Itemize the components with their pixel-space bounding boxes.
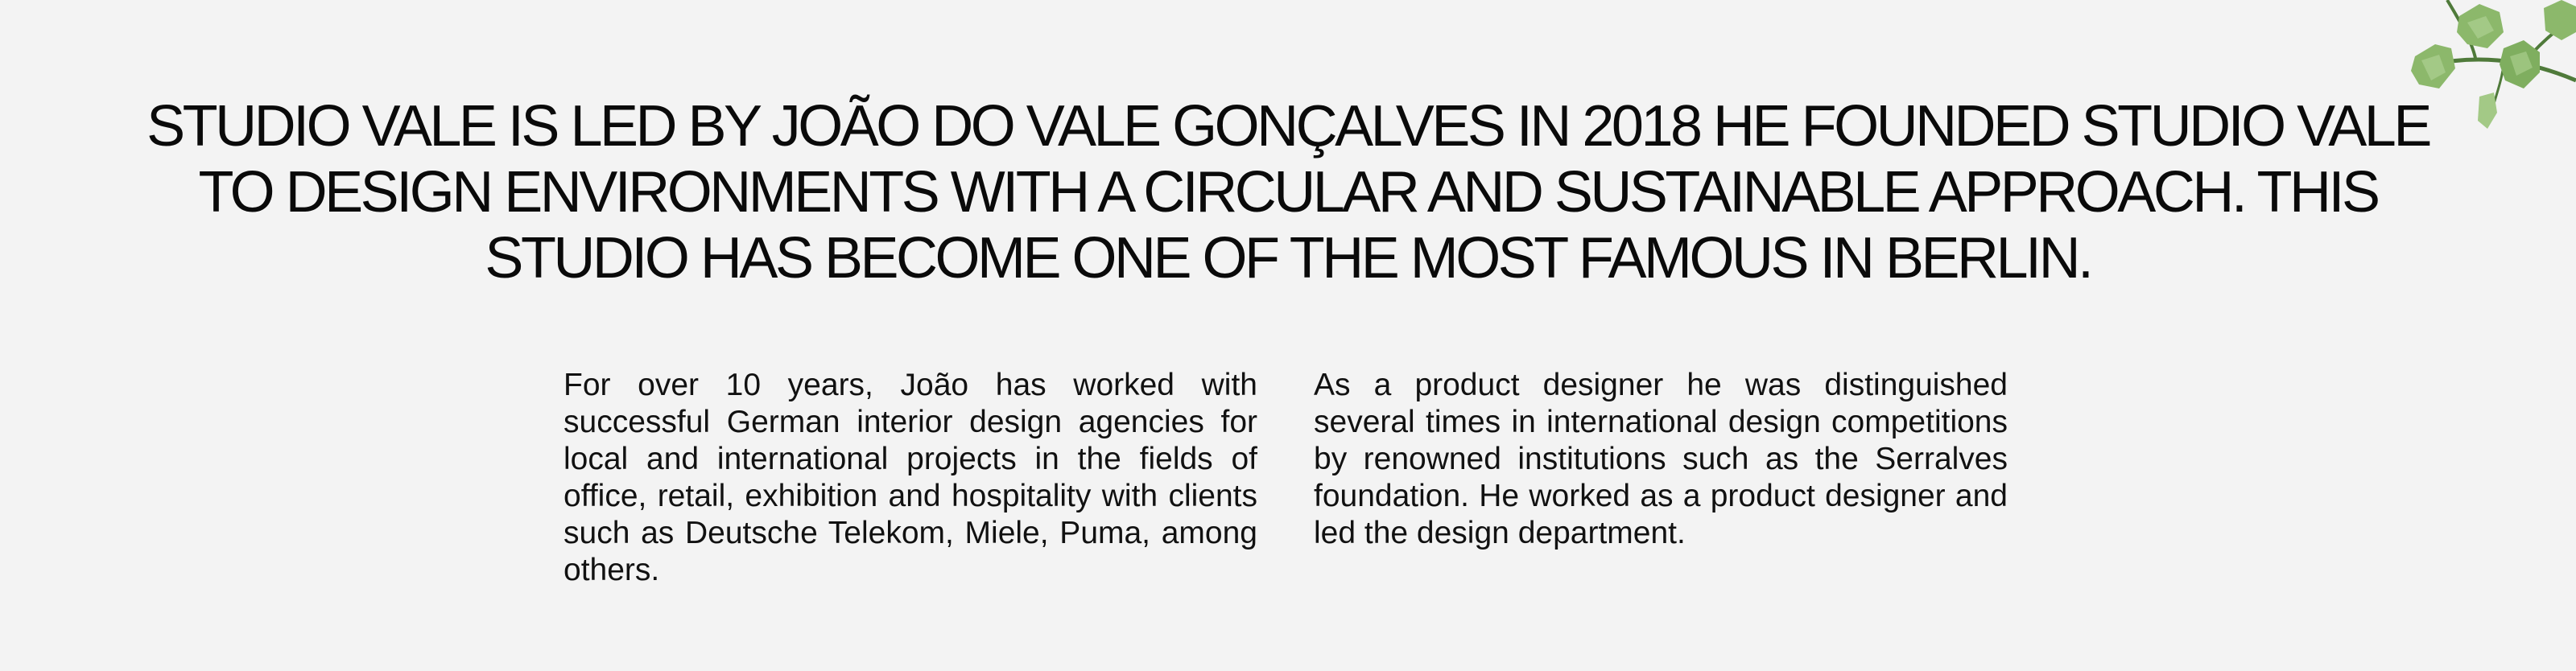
bio-paragraph-left: For over 10 years, João has worked with successful German interior design agencies for local and international projects in the fields of office, retail, exhibition and hospitality with clients such as Deutsche Telekom, Miele, Puma, among others.: [564, 368, 1257, 587]
plant-illustration: [2383, 0, 2576, 137]
bio-columns: [564, 367, 2008, 589]
intro-headline: STUDIO VALE IS LED BY JOÃO DO VALE GONÇALVES IN 2018 HE FOUNDED STUDIO VALE TO DESIGN ENVIRONMENTS WITH A CIRCULAR AND SUSTAINABLE APPROACH. THIS STUDIO HAS BECOME ONE OF THE MOST FAMOUS IN BERLIN.: [147, 94, 2429, 290]
bio-paragraph-right: As a product designer he was distinguished several times in international design competitions by renowned institutions such as the Serralves foundation. He worked as a product designer and led the design department.: [1314, 368, 2008, 550]
